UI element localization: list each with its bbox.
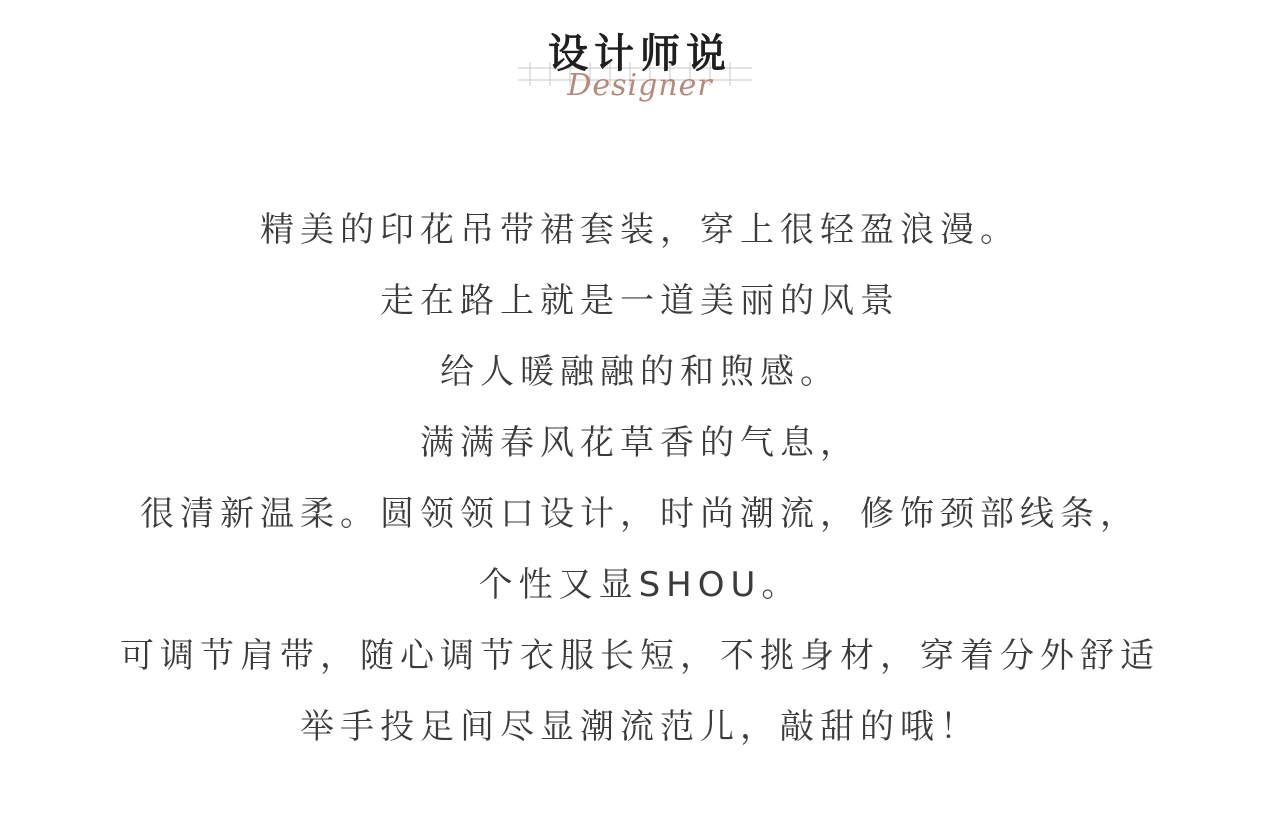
description-text [0,195,1280,763]
description-line: 给人暖融融的和煦感。 [440,352,840,392]
description-line: 精美的印花吊带裙套装，穿上很轻盈浪漫。 [260,210,1020,250]
description-line: 走在路上就是一道美丽的风景 [380,281,900,321]
description-line: 举手投足间尽显潮流范儿，敲甜的哦！ [300,707,980,747]
description-line: 可调节肩带，随心调节衣服长短，不挑身材，穿着分外舒适 [120,636,1160,676]
description-line: 个性又显SHOU。 [478,565,802,605]
header-title: 设计师说 [548,31,732,77]
designer-header [0,0,1280,140]
description-line: 很清新温柔。圆领领口设计，时尚潮流，修饰颈部线条， [140,494,1140,534]
header-script-logo: Designer [567,68,713,103]
description-line: 满满春风花草香的气息， [420,423,860,463]
